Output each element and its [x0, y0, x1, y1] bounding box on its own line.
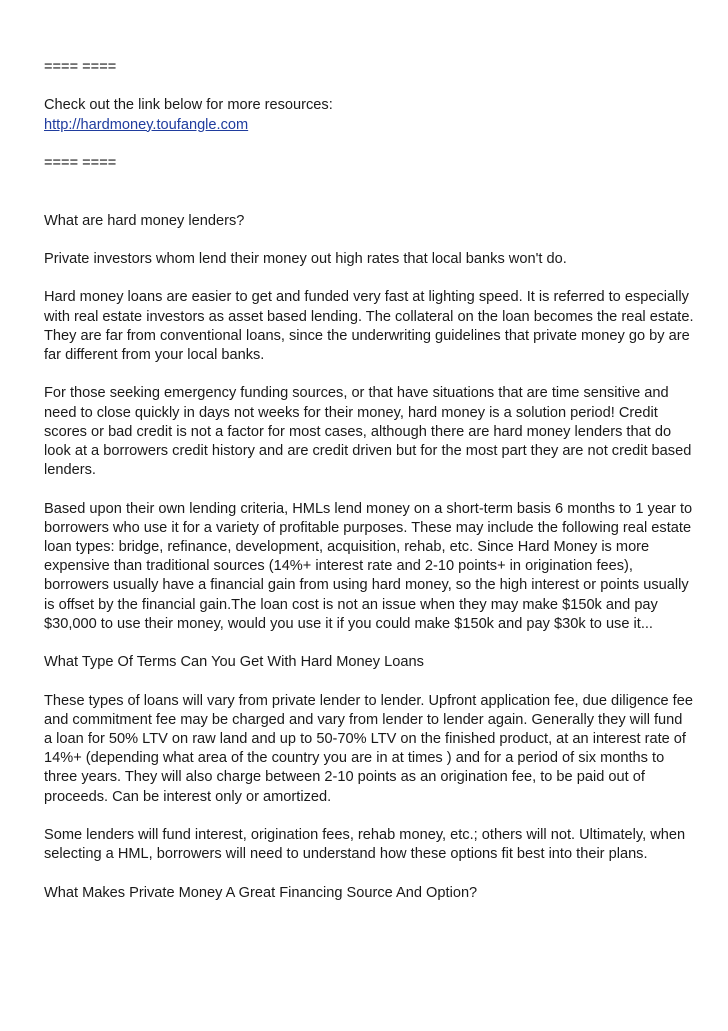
spacer: [44, 135, 694, 154]
spacer: [44, 480, 694, 499]
heading-private-money: What Makes Private Money A Great Financing Source And Option?: [44, 884, 478, 901]
heading-hard-money-lenders: What are hard money lenders?: [44, 212, 245, 229]
spacer: [44, 231, 694, 250]
resources-label: Check out the link below for more resources:: [44, 97, 333, 114]
separator-bottom: ==== ====: [44, 154, 117, 171]
paragraph-private-investors: Private investors whom lend their money out high rates that local banks won't do.: [44, 250, 567, 267]
paragraph-lending-criteria: Based upon their own lending criteria, HMLs lend money on a short-term basis 6 months to 1 year to borrowers who use it for a variety of profitable purposes. These may include the following real estate loan types: bridge, refinance, development, acquisition, rehab, etc. Since Hard Money is more expensive than traditional sources (14%+ interest rate and 2-10 points+ in origination fees), borrowers usually have a financial gain from using hard money, so the high interest or points usually is offset by the financial gain.The loan cost is not an issue when they may make $150k and pay $30,000 to use their money, would you use it if you could make $150k and pay $30k to use it...: [44, 500, 693, 632]
paragraph-hard-money-loans: Hard money loans are easier to get and funded very fast at lighting speed. It is referred to especially with real estate investors as asset based lending. The collateral on the loan becomes the real estate. They are far from conventional loans, since the underwriting guidelines that private money go by are far different from your local banks.: [44, 289, 694, 363]
spacer: [44, 365, 694, 384]
paragraph-lender-options: Some lenders will fund interest, origination fees, rehab money, etc.; others will not. Ultimately, when selecting a HML, borrowers will need to understand how these options fit best into their plans.: [44, 826, 686, 863]
heading-terms: What Type Of Terms Can You Get With Hard Money Loans: [44, 654, 424, 671]
paragraph-loan-terms: These types of loans will vary from private lender to lender. Upfront application fee, due diligence fee and commitment fee may be charged and vary from lender to lender again. Generally they will fund a loan for 50% LTV on raw land and up to 50-70% LTV on the finished product, at an interest rate of 14%+ (depending what area of the country you are in at times ) and for a period of six months to three years. They will also charge between 2-10 points as an origination fee, to be paid out of proceeds. Can be interest only or amortized.: [44, 692, 693, 805]
spacer: [44, 269, 694, 288]
spacer: [44, 807, 694, 826]
resources-link[interactable]: http://hardmoney.toufangle.com: [44, 116, 249, 133]
spacer: [44, 864, 694, 883]
spacer: [44, 173, 694, 211]
document-page: [44, 58, 694, 903]
spacer: [44, 77, 694, 96]
spacer: [44, 672, 694, 691]
separator-top: ==== ====: [44, 59, 117, 75]
paragraph-emergency-funding: For those seeking emergency funding sources, or that have situations that are time sensitive and need to close quickly in days not weeks for their money, hard money is a solution period! Credit scores or bad credit is not a factor for most cases, although there are hard money lenders that do look at a borrowers credit history and are credit driven but for the most part they are not credit based lenders.: [44, 385, 692, 479]
spacer: [44, 634, 694, 653]
